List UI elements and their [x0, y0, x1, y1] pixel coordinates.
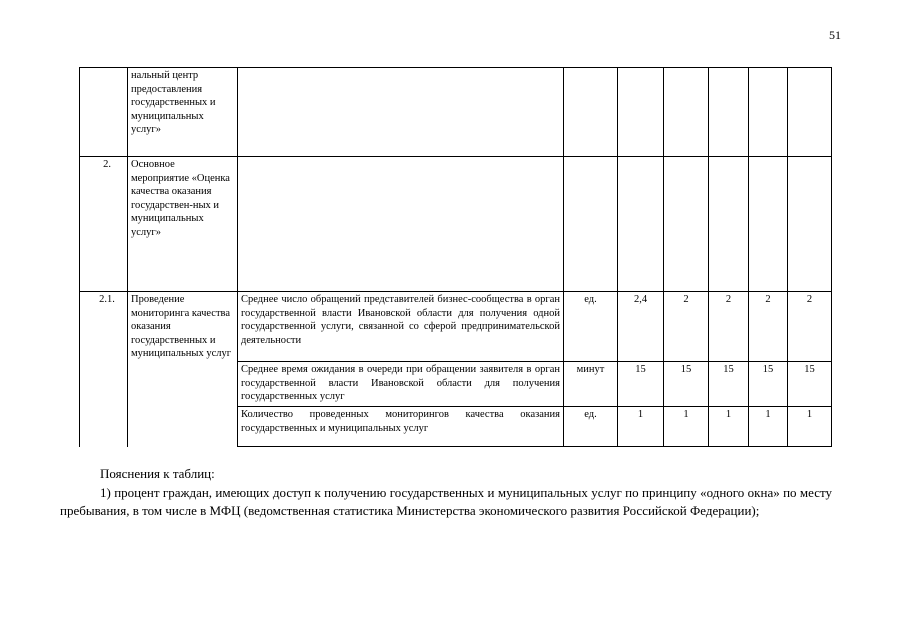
- value-cell: [788, 68, 832, 157]
- value-cell: 1: [709, 407, 749, 447]
- unit-cell: ед.: [564, 292, 618, 362]
- row-number-cell: 2.1.: [80, 292, 128, 447]
- value-cell: 15: [749, 362, 788, 407]
- table-row-2: [80, 157, 832, 292]
- value-cell: [664, 157, 709, 292]
- event-name-cell: Основное мероприятие «Оценка качества оказания государствен-ных и муниципальных услуг»: [128, 157, 238, 292]
- value-cell: [709, 68, 749, 157]
- value-cell: [749, 68, 788, 157]
- row-number-cell: [80, 68, 128, 157]
- table-notes: [60, 465, 832, 521]
- unit-cell: минут: [564, 362, 618, 407]
- event-name-cell: нальный центр предоставления государственных и муниципальных услуг»: [128, 68, 238, 157]
- value-cell: 1: [618, 407, 664, 447]
- value-cell: 2,4: [618, 292, 664, 362]
- value-cell: 1: [664, 407, 709, 447]
- value-cell: [664, 68, 709, 157]
- value-cell: 15: [664, 362, 709, 407]
- value-cell: 2: [664, 292, 709, 362]
- value-cell: 15: [709, 362, 749, 407]
- indicator-text-cell: Среднее время ожидания в очереди при обращении заявителя в орган государственной власти Ивановской области для получения государственных услуг: [238, 362, 564, 407]
- indicator-cell: [238, 157, 564, 292]
- unit-cell: [564, 157, 618, 292]
- value-cell: [618, 157, 664, 292]
- value-cell: 1: [788, 407, 832, 447]
- value-cell: 2: [749, 292, 788, 362]
- value-cell: 2: [788, 292, 832, 362]
- indicators-table: [79, 67, 832, 447]
- unit-cell: [564, 68, 618, 157]
- value-cell: [788, 157, 832, 292]
- table-row-2-1-indicator-1: [80, 292, 832, 362]
- value-cell: [749, 157, 788, 292]
- value-cell: [618, 68, 664, 157]
- notes-title: Пояснения к таблиц:: [100, 466, 215, 481]
- value-cell: 15: [618, 362, 664, 407]
- value-cell: [709, 157, 749, 292]
- page-number: 51: [829, 28, 841, 42]
- value-cell: 2: [709, 292, 749, 362]
- notes-item-1: 1) процент граждан, имеющих доступ к получению государственных и муниципальных услуг по принципу «одного окна» по месту пребывания, в том числе в МФЦ (ведомственная статистика Министерства экономического развития Российской Федерации);: [60, 484, 832, 518]
- row-number-cell: 2.: [80, 157, 128, 292]
- indicator-text-cell: Среднее число обращений представителей бизнес-сообщества в орган государственной власти Ивановской области для получения одной государственной услуги, связанной со сферой предпринимательской деятельности: [238, 292, 564, 362]
- indicator-text-cell: Количество проведенных мониторингов качества оказания государственных и муниципальных услуг: [238, 407, 564, 447]
- indicator-cell: [238, 68, 564, 157]
- unit-cell: ед.: [564, 407, 618, 447]
- event-name-cell: Проведение мониторинга качества оказания государственных и муниципальных услуг: [128, 292, 238, 447]
- value-cell: 1: [749, 407, 788, 447]
- table-row-continuation: [80, 68, 832, 157]
- value-cell: 15: [788, 362, 832, 407]
